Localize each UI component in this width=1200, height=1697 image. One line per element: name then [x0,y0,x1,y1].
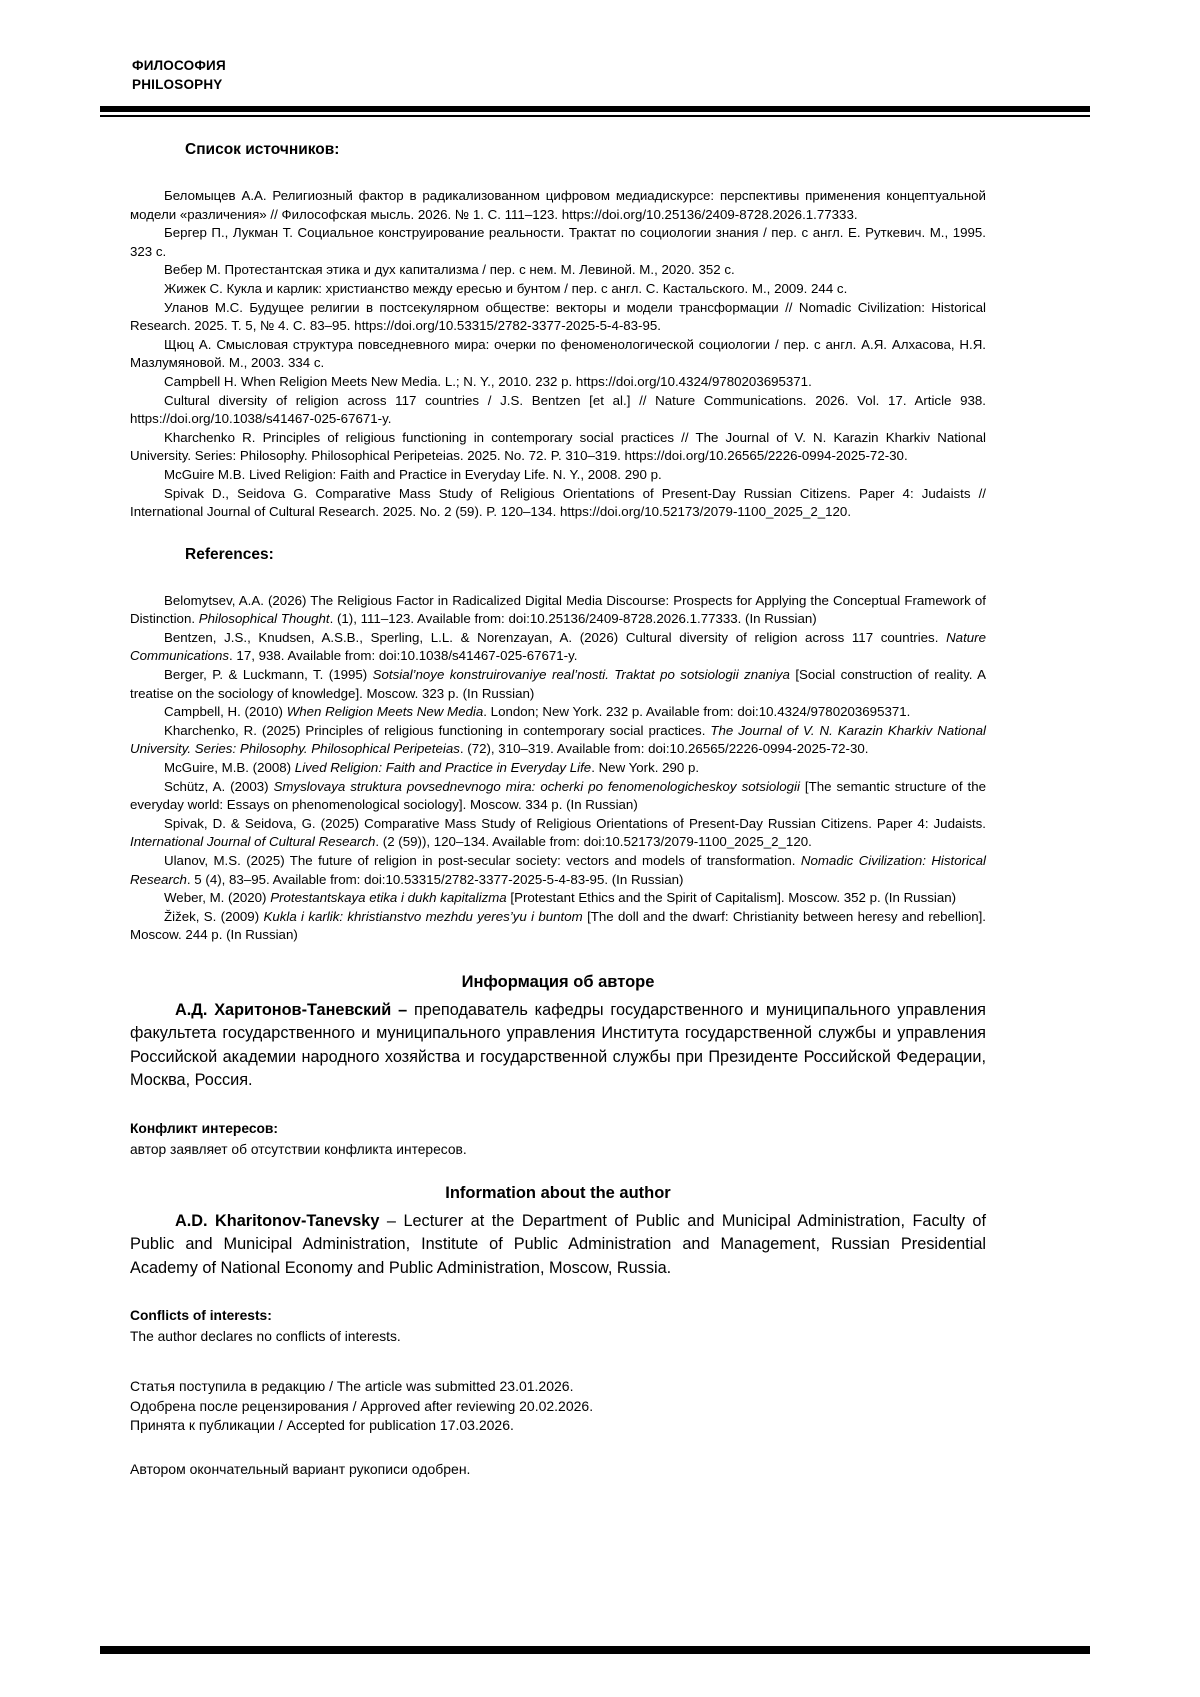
reference-item: Ulanov, M.S. (2025) The future of religion in post-secular society: vectors and models of transformation. Nomadic Civilization: Historical Research. 5 (4), 83–95. Available from: doi:10.53315/2782-3377-2025-5-4-83-95. (In Russian) [130,853,987,887]
footer-rule [100,1646,1090,1654]
reference-item: Campbell H. When Religion Meets New Media. L.; N. Y., 2010. 232 p. https://doi.org/10.4324/9780203695371. [164,373,812,389]
author-info-en-heading: Information about the author [445,1183,671,1202]
article-dates [130,1377,986,1436]
page-content [130,141,986,1479]
sources-list [130,187,986,522]
reference-item: Беломыцев А.А. Религиозный фактор в радикализованном цифровом медиадискурсе: перспективы применения концептуальной модели «различения» // Философская мысль. 2026. № 1. С. 111–123. https://doi.org/10.25136/2409-8728.2026.1.77333. [130,188,986,222]
references-list [130,592,986,945]
reference-item: Вебер М. Протестантская этика и дух капитализма / пер. с нем. М. Левиной. М., 2020. 352 с. [164,262,735,278]
author-info-ru-heading: Информация об авторе [461,972,655,991]
reference-item: McGuire, M.B. (2008) Lived Religion: Faith and Practice in Everyday Life. New York. 290 p. [164,760,700,776]
conflict-ru-text: автор заявляет об отсутствии конфликта интересов. [130,1141,467,1157]
reference-item: Weber, M. (2020) Protestantskaya etika i dukh kapitalizma [Protestant Ethics and the Spirit of Capitalism]. Moscow. 352 p. (In Russian) [164,890,957,906]
rubric-ru-label: ФИЛОСОФИЯ [132,58,226,73]
reference-item: Spivak D., Seidova G. Comparative Mass Study of Religious Orientations of Present-Day Russian Citizens. Paper 4: Judaists // International Journal of Cultural Research. 2025. No. 2 (59). P. 120–134. https://doi.org/10.52173/2079-1100_2025_2_120. [130,485,986,520]
reference-item: Žižek, S. (2009) Kukla i karlik: khristianstvo mezhdu yeres’yu i buntom [The doll and the dwarf: Christianity between heresy and rebellion]. Moscow. 244 p. (In Russian) [130,908,986,943]
date-accepted: Принята к публикации / Accepted for publication 17.03.2026. [130,1417,514,1434]
rubric-en-label: PHILOSOPHY [132,77,223,92]
reference-item: Belomytsev, A.A. (2026) The Religious Factor in Radicalized Digital Media Discourse: Prospects for Applying the Conceptual Framework of Distinction. Philosophical Thought. (1), 111–123. Available from: doi:10.25136/2409-8728.2026.1.77333. (In Russian) [130,592,986,627]
conflict-ru-heading: Конфликт интересов: [130,1120,278,1136]
reference-item: Щюц А. Смысловая структура повседневного мира: очерки по феноменологической социологии / пер. с англ. А.Я. Алхасова, Н.Я. Мазлумяновой. М., 2003. 334 с. [130,336,986,371]
reference-item: Cultural diversity of religion across 117 countries / J.S. Bentzen [et al.] // Nature Communications. 2026. Vol. 17. Article 938. https://doi.org/10.1038/s41467-025-67671-y. [130,392,986,427]
reference-item: Kharchenko, R. (2025) Principles of religious functioning in contemporary social practices. The Journal of V. N. Karazin Kharkiv National University. Series: Philosophy. Philosophical Peripeteias. (72), 310–319. Available from: doi:10.26565/2226-0994-2025-72-30. [130,722,986,757]
reference-item: Бергер П., Лукман Т. Социальное конструирование реальности. Трактат по социологии знания / пер. с англ. Е. Руткевич. М., 1995. 323 с. [130,225,986,259]
reference-item: Spivak, D. & Seidova, G. (2025) Comparative Mass Study of Religious Orientations of Present-Day Russian Citizens. Paper 4: Judaists. International Journal of Cultural Research. (2 (59)), 120–134. Available from: doi:10.52173/2079-1100_2025_2_120. [130,815,986,850]
reference-item: Жижек С. Кукла и карлик: христианство между ересью и бунтом / пер. с англ. С. Кастальского. М., 2009. 244 с. [164,280,848,296]
author-info-en-paragraph: A.D. Kharitonov-Tanevsky – Lecturer at the Department of Public and Municipal Administration, Faculty of Public and Municipal Administration, Institute of Public Administration and Management, Russian Presidential Academy of National Economy and Public Administration, Moscow, Russia. [130,1211,986,1277]
reference-item: Berger, P. & Luckmann, T. (1995) Sotsial’noye konstruirovaniye real’nosti. Traktat po sotsiologii znaniya [Social construction of reality. A treatise on the sociology of knowledge]. Moscow. 323 p. (In Russian) [130,667,986,701]
reference-item: Bentzen, J.S., Knudsen, A.S.B., Sperling, L.L. & Norenzayan, A. (2026) Cultural diversity of religion across 117 countries. Nature Communications. 17, 938. Available from: doi:10.1038/s41467-025-67671-y. [130,629,986,664]
sources-heading: Список источников: [185,141,340,158]
reference-item: Kharchenko R. Principles of religious functioning in contemporary social practices // The Journal of V. N. Karazin Kharkiv National University. Series: Philosophy. Philosophical Peripeteias. 2025. No. 72. P. 310–319. https://doi.org/10.26565/2226-0994-2025-72-30. [130,429,986,464]
author-info-ru-paragraph: А.Д. Харитонов-Таневский – преподаватель кафедры государственного и муниципального управления факультета государственного и муниципального управления Института государственной службы и управления Российской академии народного хозяйства и государственной службы при Президенте Российской Федерации, Москва, Россия. [130,1000,986,1090]
reference-item: McGuire M.B. Lived Religion: Faith and Practice in Everyday Life. N. Y., 2008. 290 p. [164,466,662,482]
page-header [0,0,1200,94]
date-submitted: Статья поступила в редакцию / The article was submitted 23.01.2026. [130,1378,574,1395]
reference-item: Уланов М.С. Будущее религии в постсекулярном обществе: векторы и модели трансформации // Nomadic Civilization: Historical Research. 2025. Т. 5, № 4. С. 83–95. https://doi.org/10.53315/2782-3377-2025-5-4-83-95. [130,299,986,334]
header-rule [100,106,1090,117]
reference-item: Campbell, H. (2010) When Religion Meets New Media. London; New York. 232 p. Available from: doi:10.4324/9780203695371. [164,704,911,720]
conflict-en-heading: Conflicts of interests: [130,1308,272,1324]
final-approval-note: Автором окончательный вариант рукописи одобрен. [130,1460,471,1477]
date-approved: Одобрена после рецензирования / Approved after reviewing 20.02.2026. [130,1397,594,1414]
reference-item: Schütz, A. (2003) Smyslovaya struktura povsednevnogo mira: ocherki po fenomenologicheskoy sotsiologii [The semantic structure of the everyday world: Essays on phenomenological sociology]. Moscow. 334 p. (In Russian) [130,778,986,813]
conflict-en-text: The author declares no conflicts of interests. [130,1329,401,1345]
references-heading: References: [185,545,274,563]
